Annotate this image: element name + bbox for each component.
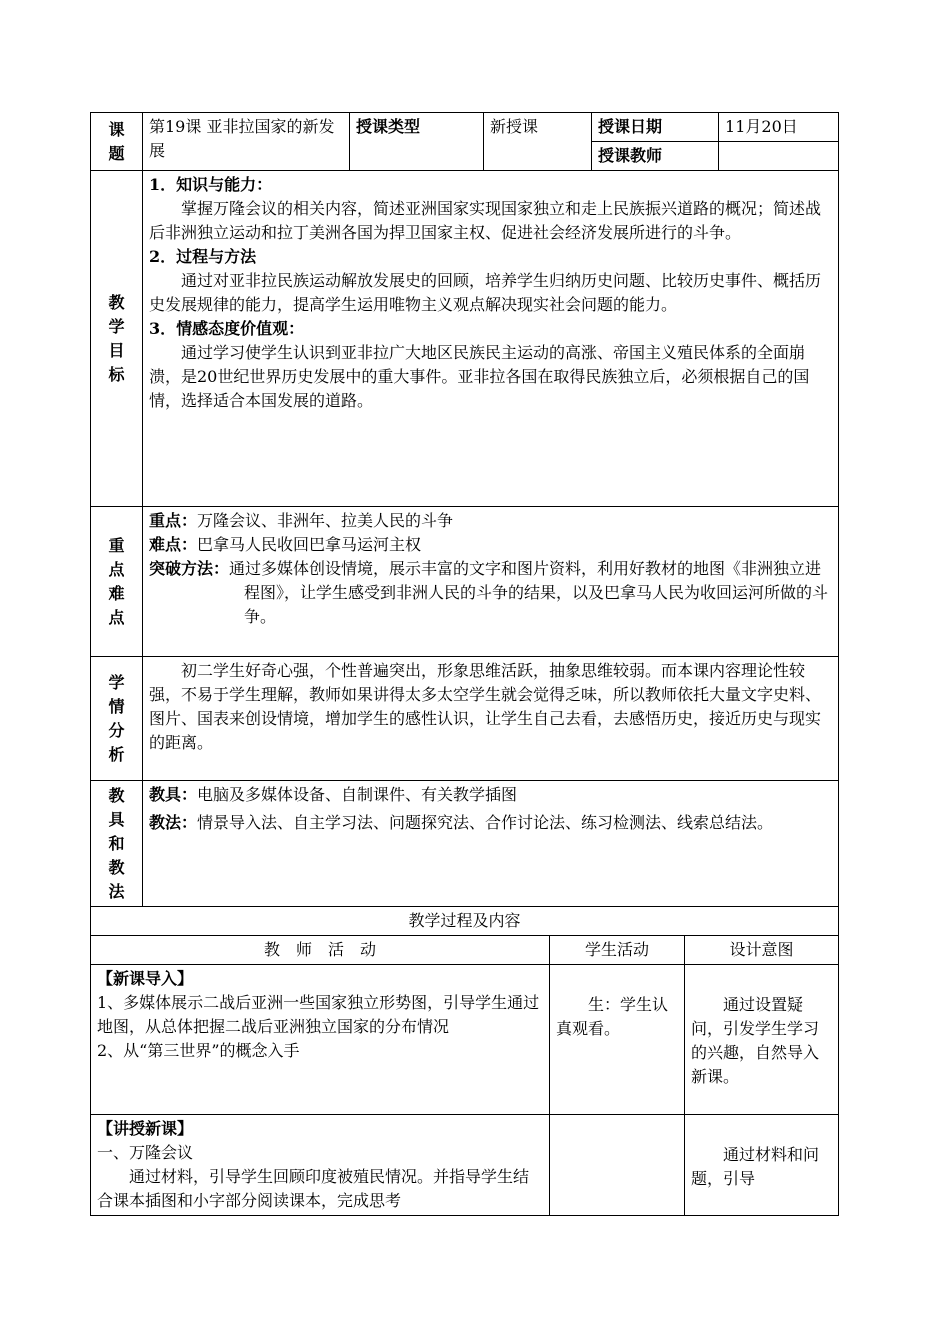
analysis-content — [143, 657, 839, 781]
design-intent-intro — [685, 965, 839, 1115]
teacher-activity-new — [91, 1115, 550, 1216]
student-activity-intro — [550, 965, 685, 1115]
analysis-row — [91, 657, 839, 781]
objective-text-knowledge: 掌握万隆会议的相关内容，简述亚洲国家实现国家独立和走上民族振兴道路的概况；简述战后非洲独立运动和拉丁美洲各国为捍卫国家主权、促进社会经济发展所进行的斗争。 — [149, 199, 822, 242]
objective-text-process: 通过对亚非拉民族运动解放发展史的回顾，培养学生归纳历史问题、比较历史事件、概括历史发展规律的能力，提高学生运用唯物主义观点解决现实社会问题的能力。 — [149, 271, 822, 314]
header-row-1 — [91, 113, 839, 142]
student-activity-new — [550, 1115, 685, 1216]
keypoints-content — [143, 507, 839, 657]
key-point: 重点：万隆会议、非洲年、拉美人民的斗争 — [149, 511, 454, 530]
teaching-methods: 教法：情景导入法、自主学习法、问题探究法、合作讨论法、练习检测法、线索总结法。 — [149, 813, 774, 832]
objectives-row — [91, 171, 839, 507]
keypoints-label: 重 点 难 点 — [91, 507, 143, 657]
objectives-label: 教 学 目 标 — [91, 171, 143, 507]
analysis-label: 学 情 分 析 — [91, 657, 143, 781]
col-teacher-activity: 教 师 活 动 — [91, 936, 550, 965]
teaching-tools: 教具：电脑及多媒体设备、自制课件、有关教学插图 — [149, 785, 518, 804]
objective-heading-process: 2．过程与方法 — [149, 247, 257, 266]
date-value: 11月20日 — [719, 113, 839, 142]
analysis-text: 初二学生好奇心强，个性普遍突出，形象思维活跃，抽象思维较弱。而本课内容理论性较强，不易于学生理解，教师如果讲得太多太空学生就会觉得乏味，所以教师依托大量文字史料、图片、国表来创设情境，增加学生的感性认识，让学生自己去看，去感悟历史，接近历史与现实的距离。 — [149, 661, 822, 752]
intro-heading: 【新课导入】 — [97, 969, 194, 988]
topic-value: 第19课 亚非拉国家的新发展 — [143, 113, 350, 171]
tools-label: 教 具 和 教 法 — [91, 781, 143, 907]
date-label: 授课日期 — [592, 113, 719, 142]
design-intent-new — [685, 1115, 839, 1216]
keypoints-row — [91, 507, 839, 657]
objective-text-values: 通过学习使学生认识到亚非拉广大地区民族民主运动的高涨、帝国主义殖民体系的全面崩溃，是20世纪世界历史发展中的重大事件。亚非拉各国在取得民族独立后，必须根据自己的国情，选择适合本国发展的道路。 — [149, 343, 810, 410]
intro-student-text: 生：学生认真观看。 — [556, 995, 669, 1038]
objective-heading-knowledge: 1．知识与能力： — [149, 175, 273, 194]
objective-heading-values: 3．情感态度价值观： — [149, 319, 305, 338]
topic-label: 课 题 — [91, 113, 143, 171]
teacher-label: 授课教师 — [592, 142, 719, 171]
col-design-intent: 设计意图 — [685, 936, 839, 965]
process-title: 教学过程及内容 — [91, 907, 839, 936]
process-row-intro — [91, 965, 839, 1115]
process-title-row — [91, 907, 839, 936]
lesson-plan-table — [90, 112, 839, 1216]
intro-teacher-text: 1、多媒体展示二战后亚洲一些国家独立形势图，引导学生通过地图，从总体把握二战后亚洲独立国家的分布情况 2、从“第三世界”的概念入手 — [97, 993, 540, 1060]
type-value: 新授课 — [484, 113, 592, 171]
teacher-value — [719, 142, 839, 171]
new-heading: 【讲授新课】 — [97, 1119, 194, 1138]
process-header-row — [91, 936, 839, 965]
tools-row — [91, 781, 839, 907]
objectives-content — [143, 171, 839, 507]
breakthrough-method: 突破方法：通过多媒体创设情境，展示丰富的文字和图片资料，利用好教材的地图《非洲独立进程图》，让学生感受到非洲人民的斗争的结果，以及巴拿马人民为收回运河所做的斗争。 — [149, 559, 829, 626]
col-student-activity: 学生活动 — [550, 936, 685, 965]
type-label: 授课类型 — [350, 113, 484, 171]
new-teacher-text: 一、万隆会议 通过材料，引导学生回顾印度被殖民情况。并指导学生结合课本插图和小字部分阅读课本，完成思考 — [97, 1143, 530, 1210]
teacher-activity-intro — [91, 965, 550, 1115]
process-row-new — [91, 1115, 839, 1216]
new-intent-text: 通过材料和问题，引导 — [691, 1145, 820, 1188]
intro-intent-text: 通过设置疑问，引发学生学习的兴趣，自然导入新课。 — [691, 995, 820, 1086]
lesson-plan — [90, 112, 838, 1216]
tools-content — [143, 781, 839, 907]
difficult-point: 难点：巴拿马人民收回巴拿马运河主权 — [149, 535, 422, 554]
